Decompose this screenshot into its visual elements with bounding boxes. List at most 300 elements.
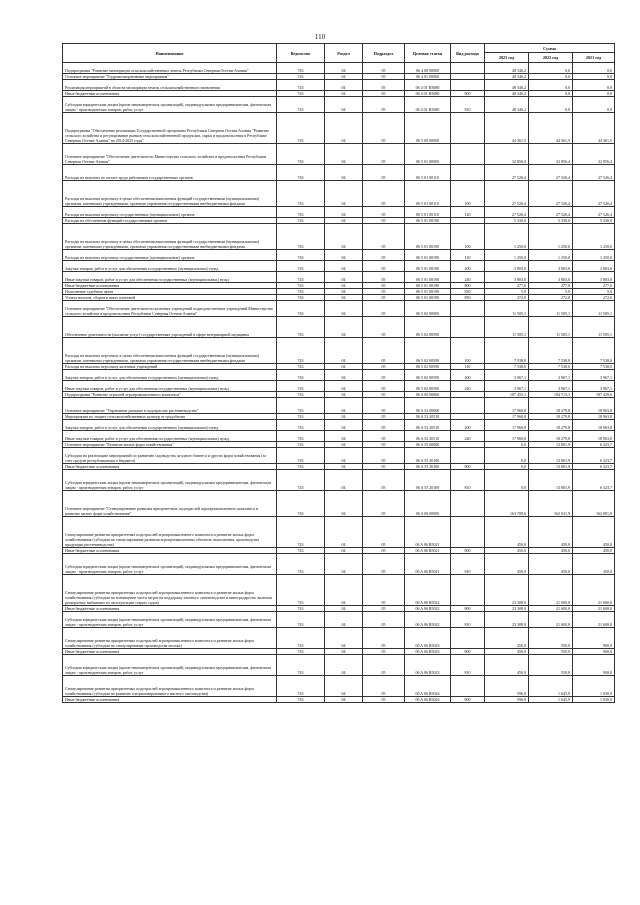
table-row <box>63 491 615 517</box>
table-row <box>63 517 615 548</box>
table-row <box>63 97 615 113</box>
cell-ved: 743 <box>277 289 325 295</box>
cell-pod: 05 <box>363 295 405 301</box>
cell-name: Реализация мероприятий в области мелиорации земель сельскохозяйственного назначения <box>63 80 277 91</box>
cell-name: Основное мероприятие "Развитие малых форм хозяйствования" <box>63 442 277 448</box>
cell-stat: 06 A 06 R5023 <box>405 655 451 676</box>
cell-b: 550,0 <box>529 628 573 649</box>
cell-raz: 04 <box>325 517 363 548</box>
cell-name: Расходы на выплаты персоналу государственных (муниципальных) органов <box>63 207 277 218</box>
cell-pod: 05 <box>363 431 405 442</box>
cell-name: Подпрограмма "Развитие мелиорации сельскохозяйственных земель Республики Северная Осетия-Алания" <box>63 63 277 74</box>
header-vid: Вид расхода <box>451 44 485 63</box>
cell-b: 1 645,9 <box>529 697 573 703</box>
cell-raz: 04 <box>325 301 363 317</box>
cell-raz: 04 <box>325 470 363 491</box>
cell-raz: 04 <box>325 261 363 272</box>
cell-vid: 240 <box>451 272 485 283</box>
cell-raz: 04 <box>325 649 363 655</box>
cell-name: Уплата налогов, сборов и иных платежей <box>63 295 277 301</box>
cell-c: 0,0 <box>573 97 615 113</box>
cell-raz: 04 <box>325 464 363 470</box>
cell-pod: 05 <box>363 181 405 207</box>
cell-name: Расходы на обеспечение функций государственных органов <box>63 218 277 224</box>
cell-a: 48 346,2 <box>485 74 529 80</box>
cell-name: Субсидии юридическим лицам (кроме некоммерческих организаций), индивидуальным предпринимателям, физическим лицам - производителям товаров, работ, услуг <box>63 97 277 113</box>
cell-name: Расходы на выплаты персоналу в целях обеспечения выполнения функций государственными (муниципальными) органами, казенными учреждениями, органами управления государственными внебюджетными фондами <box>63 224 277 250</box>
cell-vid: 830 <box>451 289 485 295</box>
cell-pod: 05 <box>363 224 405 250</box>
cell-raz: 04 <box>325 575 363 606</box>
cell-stat: 06 A 06 R5023 <box>405 649 451 655</box>
cell-vid: 240 <box>451 431 485 442</box>
cell-a: 3 803,0 <box>485 261 529 272</box>
cell-raz: 04 <box>325 628 363 649</box>
cell-stat: 06 5 02 00590 <box>405 317 451 338</box>
cell-ved: 743 <box>277 470 325 491</box>
cell-a: 32 856,4 <box>485 144 529 165</box>
cell-stat: 06 A 06 R5022 <box>405 606 451 612</box>
cell-name: Иные бюджетные ассигнования <box>63 91 277 97</box>
cell-pod: 05 <box>363 676 405 697</box>
cell-b: 27 526,4 <box>529 165 573 181</box>
cell-c: 0,0 <box>573 74 615 80</box>
cell-a: 11 505,1 <box>485 301 529 317</box>
cell-stat: 06 A 06 R5024 <box>405 697 451 703</box>
cell-ved: 743 <box>277 91 325 97</box>
cell-c: 450,0 <box>573 517 615 548</box>
cell-raz: 04 <box>325 655 363 676</box>
cell-stat: 06 5 01 00190 <box>405 250 451 261</box>
cell-stat: 06 5 01 00190 <box>405 289 451 295</box>
cell-raz: 04 <box>325 272 363 283</box>
table-row <box>63 317 615 338</box>
cell-c: 3 803,0 <box>573 261 615 272</box>
cell-pod: 05 <box>363 448 405 464</box>
cell-raz: 04 <box>325 381 363 392</box>
cell-a: 5 330,0 <box>485 218 529 224</box>
cell-vid: 100 <box>451 181 485 207</box>
cell-raz: 04 <box>325 448 363 464</box>
cell-ved: 743 <box>277 554 325 575</box>
cell-a: 3 803,0 <box>485 272 529 283</box>
cell-b: 21 600,0 <box>529 606 573 612</box>
cell-vid <box>451 301 485 317</box>
cell-b: 11 505,1 <box>529 301 573 317</box>
cell-c: 3 967,1 <box>573 370 615 381</box>
cell-stat: 06 A 52 20510 <box>405 420 451 431</box>
cell-c: 0,0 <box>573 63 615 74</box>
cell-name: Мероприятия по защите сельскохозяйственных культур от градобития <box>63 414 277 420</box>
table-row <box>63 381 615 392</box>
cell-ved: 743 <box>277 144 325 165</box>
cell-name: Стимулирование развития приоритетных подотраслей агропромышленного комплекса и развитие малых форм хозяйствования (субсидии на развитие специализированного мясного скотоводства) <box>63 676 277 697</box>
cell-c: 7 538,0 <box>573 338 615 364</box>
cell-vid: 810 <box>451 470 485 491</box>
cell-c: 21 600,0 <box>573 606 615 612</box>
table-row <box>63 113 615 144</box>
cell-raz: 04 <box>325 144 363 165</box>
cell-stat: 06 5 01 00110 <box>405 165 451 181</box>
cell-ved: 743 <box>277 80 325 91</box>
table-row <box>63 224 615 250</box>
cell-b: 1 645,9 <box>529 676 573 697</box>
cell-vid: 810 <box>451 97 485 113</box>
cell-pod: 05 <box>363 63 405 74</box>
cell-name: Стимулирование развития приоритетных подотраслей агропромышленного комплекса и развитие малых форм хозяйствования (субсидии на стимулирование развития агропромышленных объектов, выполнения, производства продукции растениеводства) <box>63 517 277 548</box>
cell-raz: 04 <box>325 554 363 575</box>
cell-stat: 06 5 02 00000 <box>405 301 451 317</box>
cell-raz: 04 <box>325 606 363 612</box>
cell-a: 0,0 <box>485 464 529 470</box>
cell-stat: 06 A 06 R5021 <box>405 554 451 575</box>
cell-ved: 743 <box>277 448 325 464</box>
cell-pod: 05 <box>363 338 405 364</box>
cell-name: Исполнение судебных актов <box>63 289 277 295</box>
cell-c: 6 323,7 <box>573 464 615 470</box>
cell-ved: 743 <box>277 301 325 317</box>
cell-stat: 06 5 01 00110 <box>405 181 451 207</box>
cell-stat: 06 A 06 00000 <box>405 491 451 517</box>
table-row <box>63 165 615 181</box>
cell-vid: 800 <box>451 283 485 289</box>
cell-stat: 06 5 01 00190 <box>405 272 451 283</box>
cell-ved: 743 <box>277 63 325 74</box>
cell-a: 23 308,0 <box>485 606 529 612</box>
cell-a: 1 250,0 <box>485 224 529 250</box>
cell-c: 6 323,7 <box>573 448 615 464</box>
cell-raz: 04 <box>325 548 363 554</box>
cell-stat: 06 5 01 00190 <box>405 218 451 224</box>
header-summa: Сумма <box>485 44 615 53</box>
table-row <box>63 612 615 628</box>
cell-c: 5 330,0 <box>573 218 615 224</box>
cell-name: Расходы на выплаты персоналу государственных (муниципальных) органов <box>63 250 277 261</box>
cell-c: 32 856,4 <box>573 144 615 165</box>
cell-a: 450,0 <box>485 628 529 649</box>
cell-b: 277,0 <box>529 283 573 289</box>
cell-name: Расходы на выплаты персоналу в целях обеспечения выполнения функций государственными (муниципальными) органами, казенными учреждениями, органами управления государственными внебюджетными фондами <box>63 338 277 364</box>
cell-name: Субсидии юридическим лицам (кроме некоммерческих организаций), индивидуальным предпринимателям, физическим лицам - производителям товаров, работ, услуг <box>63 655 277 676</box>
table-row <box>63 628 615 649</box>
cell-ved: 743 <box>277 414 325 420</box>
cell-a: 23 308,0 <box>485 612 529 628</box>
cell-c: 0,0 <box>573 80 615 91</box>
cell-name: Стимулирование развития приоритетных подотраслей агропромышленного комплекса и развитие малых форм хозяйствования (субсидии на возмещение части затрат на поддержку элитного семеноводства и виноградарства, включая раскорчевку выбывших из эксплуатации старых садов) <box>63 575 277 606</box>
cell-name: Закупка товаров, работ и услуг для обеспечения государственных (муниципальных) нужд <box>63 261 277 272</box>
table-row <box>63 181 615 207</box>
cell-raz: 04 <box>325 364 363 370</box>
cell-b: 18 279,8 <box>529 414 573 420</box>
cell-c: 6 323,7 <box>573 442 615 448</box>
cell-a: 17 960,8 <box>485 420 529 431</box>
cell-ved: 743 <box>277 317 325 338</box>
budget-table <box>62 43 615 703</box>
table-row <box>63 431 615 442</box>
cell-a: 450,0 <box>485 649 529 655</box>
cell-raz: 04 <box>325 295 363 301</box>
cell-stat: 06 4 00 00000 <box>405 63 451 74</box>
cell-pod: 05 <box>363 289 405 295</box>
cell-raz: 04 <box>325 491 363 517</box>
cell-c: 27 526,4 <box>573 207 615 218</box>
cell-pod: 05 <box>363 218 405 224</box>
cell-pod: 05 <box>363 364 405 370</box>
cell-raz: 04 <box>325 697 363 703</box>
cell-vid: 850 <box>451 295 485 301</box>
cell-name: Расходы на выплаты персоналу казенных учреждений <box>63 364 277 370</box>
cell-c: 21 600,0 <box>573 575 615 606</box>
cell-raz: 04 <box>325 207 363 218</box>
cell-vid: 810 <box>451 655 485 676</box>
cell-b: 3 803,0 <box>529 261 573 272</box>
cell-ved: 743 <box>277 218 325 224</box>
cell-vid <box>451 628 485 649</box>
cell-vid: 800 <box>451 606 485 612</box>
cell-b: 3 967,1 <box>529 381 573 392</box>
cell-b: 0,0 <box>529 63 573 74</box>
cell-stat: 06 A 55 20100 <box>405 470 451 491</box>
cell-vid: 810 <box>451 612 485 628</box>
cell-vid <box>451 80 485 91</box>
cell-ved: 743 <box>277 491 325 517</box>
cell-b: 1 250,0 <box>529 224 573 250</box>
cell-raz: 04 <box>325 317 363 338</box>
cell-raz: 04 <box>325 250 363 261</box>
cell-pod: 05 <box>363 470 405 491</box>
cell-vid: 800 <box>451 464 485 470</box>
cell-ved: 743 <box>277 261 325 272</box>
cell-stat: 06 5 00 00000 <box>405 113 451 144</box>
cell-b: 194 713,1 <box>529 392 573 398</box>
cell-vid <box>451 517 485 548</box>
table-row <box>63 250 615 261</box>
cell-stat: 06 A 55 20100 <box>405 448 451 464</box>
cell-b: 450,0 <box>529 517 573 548</box>
cell-b: 272,0 <box>529 295 573 301</box>
cell-raz: 04 <box>325 398 363 414</box>
cell-pod: 05 <box>363 420 405 431</box>
header-2023: 2023 год <box>485 53 529 63</box>
cell-vid <box>451 398 485 414</box>
cell-stat: 06 A 06 R5022 <box>405 575 451 606</box>
cell-c: 7 538,0 <box>573 364 615 370</box>
cell-ved: 743 <box>277 370 325 381</box>
cell-ved: 743 <box>277 283 325 289</box>
cell-ved: 743 <box>277 649 325 655</box>
cell-a: 27 526,4 <box>485 181 529 207</box>
cell-b: 18 279,8 <box>529 420 573 431</box>
cell-name: Иные бюджетные ассигнования <box>63 464 277 470</box>
cell-name: Подпрограмма "Обеспечение реализации Государственной программы Республики Северная Осетия-Алания "Развитие сельского хозяйства и регулирование рынков сельскохозяйственной продукции, сырья и продовольствия в Республике Северная Осетия-Алания" на 2014-2025 годы" <box>63 113 277 144</box>
cell-name: Субсидии юридическим лицам (кроме некоммерческих организаций), индивидуальным предпринимателям, физическим лицам - производителям товаров, работ, услуг <box>63 612 277 628</box>
cell-c: 900,0 <box>573 655 615 676</box>
cell-c: 1 250,0 <box>573 250 615 261</box>
cell-pod: 05 <box>363 370 405 381</box>
cell-a: 48 346,2 <box>485 91 529 97</box>
cell-b: 0,0 <box>529 80 573 91</box>
cell-raz: 04 <box>325 63 363 74</box>
cell-stat: 06 A 06 R5022 <box>405 612 451 628</box>
header-2022: 2022 год <box>529 53 573 63</box>
cell-c: 272,0 <box>573 295 615 301</box>
cell-b: 32 856,4 <box>529 144 573 165</box>
table-row <box>63 575 615 606</box>
cell-name: Подпрограмма "Развитие отраслей агропромышленного комплекса" <box>63 392 277 398</box>
cell-pod: 05 <box>363 283 405 289</box>
cell-raz: 04 <box>325 612 363 628</box>
table-row <box>63 697 615 703</box>
cell-a: 5,0 <box>485 289 529 295</box>
cell-b: 0,0 <box>529 97 573 113</box>
cell-b: 3 967,1 <box>529 370 573 381</box>
cell-ved: 743 <box>277 338 325 364</box>
cell-pod: 05 <box>363 491 405 517</box>
cell-raz: 04 <box>325 289 363 295</box>
cell-a: 48 346,2 <box>485 63 529 74</box>
cell-a: 450,0 <box>485 655 529 676</box>
table-row <box>63 338 615 364</box>
cell-a: 44 361,5 <box>485 113 529 144</box>
cell-a: 17 960,8 <box>485 431 529 442</box>
cell-c: 277,0 <box>573 283 615 289</box>
cell-name: Основное мероприятие "Стимулирование развития приоритетных подотраслей агропромышленного комплекса и развитие малых форм хозяйствования" <box>63 491 277 517</box>
cell-c: 1 030,0 <box>573 697 615 703</box>
cell-stat: 06 5 01 00000 <box>405 144 451 165</box>
cell-vid: 100 <box>451 338 485 364</box>
cell-c: 3 967,1 <box>573 381 615 392</box>
cell-raz: 04 <box>325 218 363 224</box>
cell-raz: 04 <box>325 338 363 364</box>
cell-ved: 743 <box>277 431 325 442</box>
cell-ved: 743 <box>277 392 325 398</box>
cell-c: 44 361,5 <box>573 113 615 144</box>
cell-raz: 04 <box>325 80 363 91</box>
table-row <box>63 676 615 697</box>
cell-pod: 05 <box>363 554 405 575</box>
cell-c: 162 081,9 <box>573 491 615 517</box>
cell-pod: 05 <box>363 301 405 317</box>
cell-raz: 04 <box>325 370 363 381</box>
cell-a: 163 708,6 <box>485 491 529 517</box>
table-row <box>63 272 615 283</box>
page-number: 110 <box>314 33 326 41</box>
cell-b: 13 801,9 <box>529 464 573 470</box>
cell-c: 11 505,1 <box>573 301 615 317</box>
cell-vid: 110 <box>451 364 485 370</box>
cell-pod: 05 <box>363 464 405 470</box>
cell-stat: 06 5 02 00590 <box>405 370 451 381</box>
cell-a: 0,0 <box>485 470 529 491</box>
cell-pod: 05 <box>363 144 405 165</box>
cell-name: Закупка товаров, работ и услуг для обеспечения государственных (муниципальных) нужд <box>63 420 277 431</box>
cell-b: 13 801,9 <box>529 470 573 491</box>
cell-stat: 06 5 02 00590 <box>405 364 451 370</box>
cell-ved: 743 <box>277 464 325 470</box>
cell-vid: 800 <box>451 697 485 703</box>
cell-ved: 743 <box>277 364 325 370</box>
cell-vid <box>451 676 485 697</box>
cell-b: 27 526,4 <box>529 181 573 207</box>
cell-stat: 06 A 06 R5024 <box>405 676 451 697</box>
cell-ved: 743 <box>277 224 325 250</box>
cell-ved: 743 <box>277 272 325 283</box>
cell-vid <box>451 491 485 517</box>
header-razdel: Раздел <box>325 44 363 63</box>
cell-a: 272,0 <box>485 295 529 301</box>
table-row <box>63 144 615 165</box>
cell-pod: 05 <box>363 548 405 554</box>
cell-raz: 04 <box>325 74 363 80</box>
cell-name: Субсидии юридическим лицам (кроме некоммерческих организаций), индивидуальным предпринимателям, физическим лицам - производителям товаров, работ, услуг <box>63 470 277 491</box>
cell-pod: 05 <box>363 272 405 283</box>
cell-ved: 743 <box>277 398 325 414</box>
cell-vid: 120 <box>451 250 485 261</box>
cell-name: Основное мероприятие "Обеспечение деятельности Министерства сельского хозяйства и продовольствия Республики Северная Осетия-Алания" <box>63 144 277 165</box>
cell-a: 187 455,1 <box>485 392 529 398</box>
cell-c: 900,0 <box>573 649 615 655</box>
cell-pod: 05 <box>363 261 405 272</box>
cell-ved: 743 <box>277 676 325 697</box>
cell-name: Иные бюджетные ассигнования <box>63 283 277 289</box>
cell-c: 0,0 <box>573 91 615 97</box>
header-2021: 2021 год <box>573 53 615 63</box>
cell-stat: 06 A 52 20510 <box>405 431 451 442</box>
cell-a: 0,0 <box>485 448 529 464</box>
cell-raz: 04 <box>325 181 363 207</box>
cell-raz: 04 <box>325 113 363 144</box>
table-row <box>63 370 615 381</box>
cell-a: 48 346,2 <box>485 97 529 113</box>
cell-pod: 05 <box>363 91 405 97</box>
cell-a: 17 960,8 <box>485 414 529 420</box>
cell-vid <box>451 448 485 464</box>
cell-name: Иные закупки товаров, работ и услуг для обеспечения государственных (муниципальных) нужд <box>63 272 277 283</box>
cell-b: 18 279,8 <box>529 398 573 414</box>
table-row <box>63 261 615 272</box>
cell-ved: 743 <box>277 655 325 676</box>
cell-b: 13 801,9 <box>529 442 573 448</box>
cell-c: 18 963,8 <box>573 414 615 420</box>
table-row <box>63 207 615 218</box>
cell-b: 27 526,4 <box>529 207 573 218</box>
cell-b: 18 279,8 <box>529 431 573 442</box>
cell-c: 27 526,4 <box>573 181 615 207</box>
cell-b: 450,0 <box>529 554 573 575</box>
cell-vid <box>451 144 485 165</box>
cell-vid <box>451 63 485 74</box>
cell-c: 5,0 <box>573 289 615 295</box>
cell-b: 13 801,9 <box>529 448 573 464</box>
cell-stat: 06 A 00 00000 <box>405 392 451 398</box>
cell-stat: 06 A 06 R5021 <box>405 517 451 548</box>
cell-name: Иные бюджетные ассигнования <box>63 697 277 703</box>
cell-stat: 06 A 06 R5023 <box>405 628 451 649</box>
cell-name: Субсидии юридическим лицам (кроме некоммерческих организаций), индивидуальным предпринимателям, физическим лицам - производителям товаров, работ, услуг <box>63 554 277 575</box>
cell-name: Стимулирование развития приоритетных подотраслей агропромышленного комплекса и развитие малых форм хозяйствования (субсидии на стимулирование производства молока) <box>63 628 277 649</box>
cell-c: 3 803,0 <box>573 272 615 283</box>
table-row <box>63 420 615 431</box>
cell-raz: 04 <box>325 97 363 113</box>
cell-pod: 05 <box>363 655 405 676</box>
cell-ved: 743 <box>277 575 325 606</box>
cell-raz: 04 <box>325 165 363 181</box>
cell-ved: 743 <box>277 606 325 612</box>
cell-pod: 05 <box>363 442 405 448</box>
cell-a: 450,0 <box>485 517 529 548</box>
cell-pod: 05 <box>363 381 405 392</box>
table-row <box>63 80 615 91</box>
